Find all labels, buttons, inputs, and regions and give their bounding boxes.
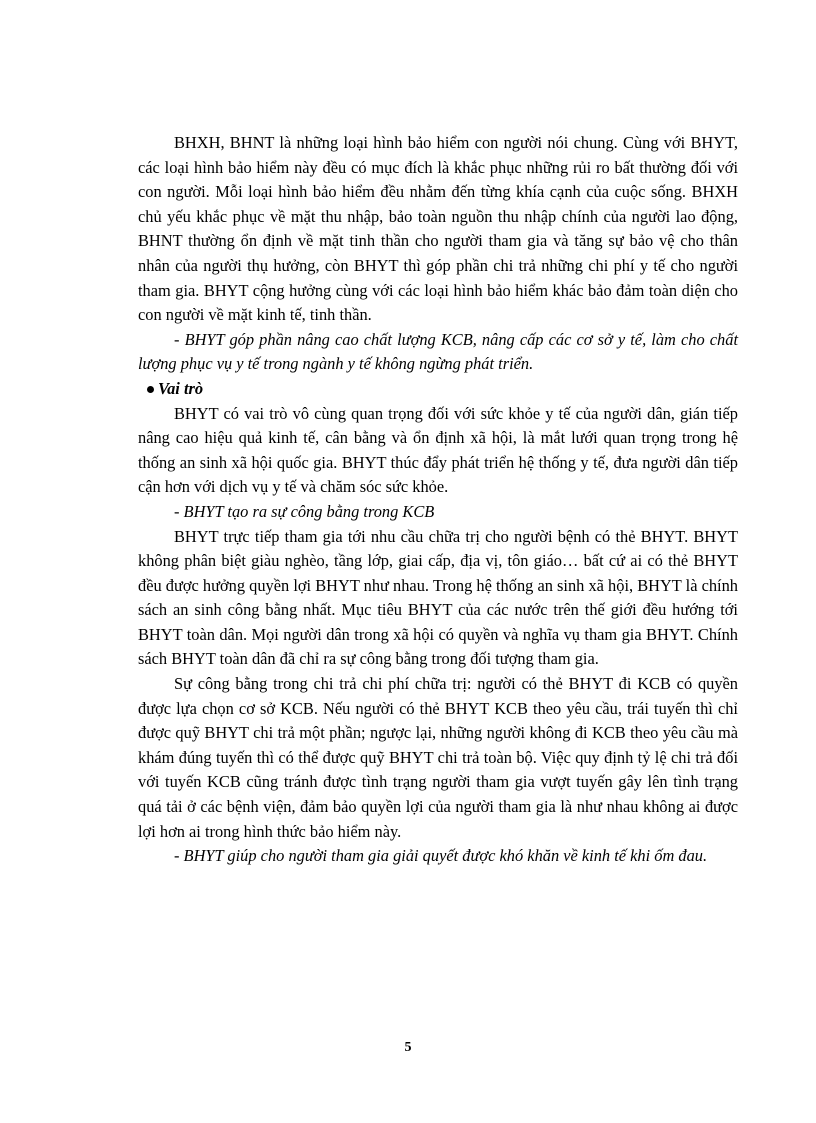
document-body xyxy=(138,131,738,869)
section-heading-label: Vai trò xyxy=(158,378,204,398)
paragraph-role: BHYT có vai trò vô cùng quan trọng đối với sức khỏe y tế của người dân, gián tiếp nâng cao hiệu quả kinh tế, cân bằng và ổn định xã hội, là mắt lưới quan trọng trong hệ thống an sinh xã hội quốc gia. BHYT thúc đẩy phát triển hệ thống y tế, đưa người dân tiếp cận hơn với dịch vụ y tế và chăm sóc sức khỏe. xyxy=(138,403,738,497)
paragraph-fairness: BHYT trực tiếp tham gia tới nhu cầu chữa trị cho người bệnh có thẻ BHYT. BHYT không phân biệt giàu nghèo, tầng lớp, giai cấp, địa vị, tôn giáo… bất cứ ai có thẻ BHYT đều được hưởng quyền lợi BHYT như nhau. Trong hệ thống an sinh xã hội, BHYT là chính sách an sinh công bằng nhất. Mục tiêu BHYT của các nước trên thế giới đều hướng tới BHYT toàn dân. Mọi người dân trong xã hội có quyền và nghĩa vụ tham gia BHYT. Chính sách BHYT toàn dân đã chỉ ra sự công bằng trong đối tượng tham gia. xyxy=(138,526,738,669)
paragraph-bhxh-bhnt: BHXH, BHNT là những loại hình bảo hiểm con người nói chung. Cùng với BHYT, các loại hình bảo hiểm này đều có mục đích là khắc phục những rủi ro bất thường đối với con người. Mỗi loại hình bảo hiểm đều nhằm đến từng khía cạnh của cuộc sống. BHXH chủ yếu khắc phục về mặt thu nhập, bảo toàn nguồn thu nhập chính của người lao động, BHNT thường ổn định về mặt tinh thần cho người tham gia và tăng sự bảo vệ cho thân nhân của người thụ hưởng, còn BHYT thì góp phần chi trả những chi phí y tế cho người tham gia. BHYT cộng hưởng cùng với các loại hình bảo hiểm khác bảo đảm toàn diện cho con người về mặt kinh tế, tinh thần. xyxy=(138,133,738,325)
paragraph-fairness-subheading: - BHYT tạo ra sự công bằng trong KCB xyxy=(174,501,435,521)
paragraph-payment-fairness: Sự công bằng trong chi trả chi phí chữa trị: người có thẻ BHYT đi KCB có quyền được lựa chọn cơ sở KCB. Nếu người có thẻ BHYT KCB theo yêu cầu, trái tuyến thì chỉ được quỹ BHYT chi trả một phần; ngược lại, những người không đi KCB theo yêu cầu mà khám đúng tuyến thì có thể được quỹ BHYT chi trả toàn bộ. Việc quy định tỷ lệ chi trả đối với tuyến KCB cũng tránh được tình trạng người tham gia vượt tuyến gây lên tình trạng quá tải ở các bệnh viện, đảm bảo quyền lợi của người tham gia là như nhau không ai được lợi hơn ai trong hình thức bảo hiểm này. xyxy=(138,674,738,841)
bullet-icon xyxy=(147,386,154,393)
page-number: 5 xyxy=(404,1040,412,1055)
section-heading-vai-tro xyxy=(138,377,738,402)
paragraph-economic-help: - BHYT giúp cho người tham gia giải quyết được khó khăn về kinh tế khi ốm đau. xyxy=(174,846,708,866)
paragraph-bhyt-quality: - BHYT góp phần nâng cao chất lượng KCB, nâng cấp các cơ sở y tế, làm cho chất lượng phục vụ y tế trong ngành y tế không ngừng phát triển. xyxy=(138,329,738,374)
